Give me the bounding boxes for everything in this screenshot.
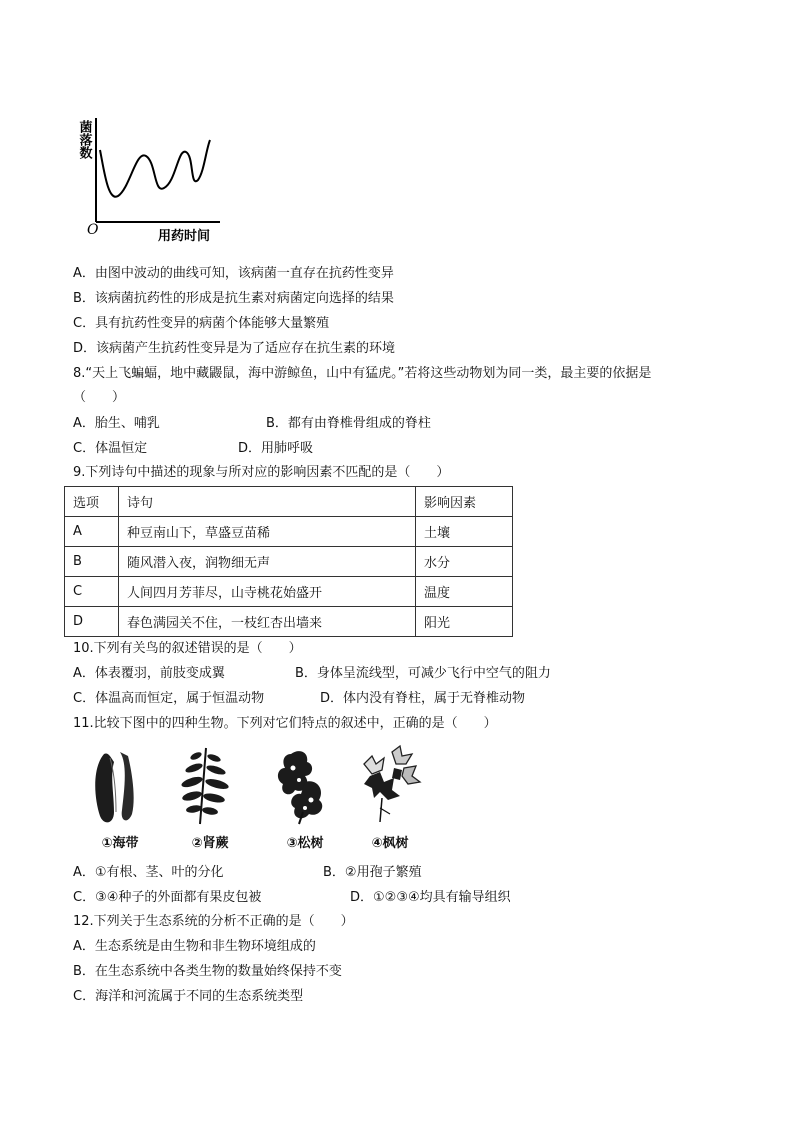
origin-label: O — [87, 222, 99, 238]
row-poem: 随风潜入夜，润物细无声 — [119, 547, 416, 577]
q10-option-b: B．身体呈流线型，可减少飞行中空气的阻力 — [295, 666, 551, 681]
row-option: B — [65, 547, 119, 577]
q11-option-b: B．②用孢子繁殖 — [323, 865, 422, 880]
row-poem: 人间四月芳菲尽，山寺桃花始盛开 — [119, 577, 416, 607]
pine-icon — [265, 742, 345, 832]
q10-option-d: D．体内没有脊柱，属于无脊椎动物 — [320, 691, 526, 706]
y-axis-label: 菌落数 — [76, 120, 92, 159]
kelp-icon — [80, 742, 160, 832]
maple-label: ④枫树 — [371, 836, 409, 851]
table-row — [65, 607, 513, 637]
q8-paren: （ ） — [73, 390, 126, 405]
q7-option-d: D．该病菌产生抗药性变异是为了适应存在抗生素的环境 — [73, 341, 396, 356]
q8-option-a: A．胎生、哺乳 — [73, 416, 160, 431]
row-option: A — [65, 517, 119, 547]
kelp-label: ①海带 — [101, 836, 139, 851]
q8-options-row1 — [73, 416, 431, 432]
table-header-row — [65, 487, 513, 517]
kelp-figure — [80, 742, 160, 854]
q9-stem: 9.下列诗句中描述的现象与所对应的影响因素不匹配的是（ ） — [73, 465, 450, 480]
fern-icon — [170, 742, 250, 832]
q11-options-row2 — [73, 890, 511, 906]
pine-label: ③松树 — [286, 836, 324, 851]
row-factor: 水分 — [416, 547, 513, 577]
maple-icon — [350, 742, 430, 832]
q12-option-a: A．生态系统是由生物和非生物环境组成的 — [73, 939, 316, 954]
q10-options-row2 — [73, 691, 525, 707]
row-poem: 种豆南山下，草盛豆苗稀 — [119, 517, 416, 547]
bacteria-count-graph — [76, 110, 222, 245]
q11-option-c: C．③④种子的外面都有果皮包被 — [73, 890, 262, 905]
q12-option-c: C．海洋和河流属于不同的生态系统类型 — [73, 989, 304, 1004]
q12-stem: 12.下列关于生态系统的分析不正确的是（ ） — [73, 914, 354, 929]
q11-option-d: D．①②③④均具有输导组织 — [350, 890, 511, 905]
graph-figure — [76, 110, 222, 245]
row-option: D — [65, 607, 119, 637]
q11-stem: 11.比较下图中的四种生物。下列对它们特点的叙述中，正确的是（ ） — [73, 716, 497, 731]
row-option: C — [65, 577, 119, 607]
q8-options-row2 — [73, 441, 313, 457]
x-axis-label: 用药时间 — [158, 229, 211, 244]
row-poem: 春色满园关不住，一枝红杏出墙来 — [119, 607, 416, 637]
q7-option-b: B．该病菌抗药性的形成是抗生素对病菌定向选择的结果 — [73, 291, 394, 306]
bacteria-curve — [100, 140, 210, 197]
q10-stem: 10.下列有关鸟的叙述错误的是（ ） — [73, 641, 302, 656]
header-factor: 影响因素 — [416, 487, 513, 517]
pine-figure — [265, 742, 345, 854]
q11-option-a: A．①有根、茎、叶的分化 — [73, 865, 224, 880]
q7-option-c: C．具有抗药性变异的病菌个体能够大量繁殖 — [73, 316, 330, 331]
maple-figure — [350, 742, 430, 854]
q10-option-c: C．体温高而恒定，属于恒温动物 — [73, 691, 265, 706]
fern-label: ②肾蕨 — [191, 836, 229, 851]
q8-option-c: C．体温恒定 — [73, 441, 148, 456]
q8-option-b: B．都有由脊椎骨组成的脊柱 — [266, 416, 431, 431]
q8-stem: 8.“天上飞蝙蝠，地中藏鼹鼠，海中游鲸鱼，山中有猛虎。”若将这些动物划为同一类，最主要的依据是 — [73, 366, 652, 381]
q7-option-a: A．由图中波动的曲线可知，该病菌一直存在抗药性变异 — [73, 266, 394, 281]
header-option: 选项 — [65, 487, 119, 517]
fern-figure — [170, 742, 250, 854]
table-row — [65, 547, 513, 577]
header-poem: 诗句 — [119, 487, 416, 517]
table-row — [65, 517, 513, 547]
row-factor: 温度 — [416, 577, 513, 607]
row-factor: 阳光 — [416, 607, 513, 637]
q10-option-a: A．体表覆羽，前肢变成翼 — [73, 666, 225, 681]
q11-options-row1 — [73, 865, 422, 881]
table-row — [65, 577, 513, 607]
q12-option-b: B．在生态系统中各类生物的数量始终保持不变 — [73, 964, 342, 979]
organisms-figure — [80, 742, 440, 854]
q8-option-d: D．用肺呼吸 — [238, 441, 314, 456]
row-factor: 土壤 — [416, 517, 513, 547]
q9-table — [64, 486, 513, 637]
q10-options-row1 — [73, 666, 551, 682]
